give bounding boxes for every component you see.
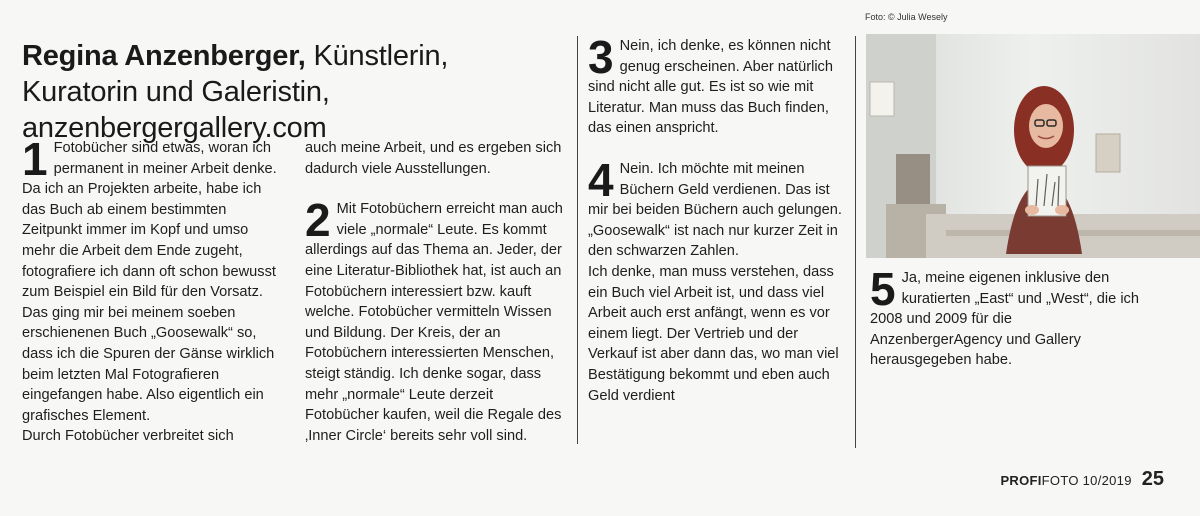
answer-4 bbox=[588, 153, 842, 262]
answer-1 bbox=[22, 133, 284, 426]
column-3 bbox=[588, 31, 842, 406]
magazine-brand bbox=[1000, 473, 1131, 488]
answer-4-paragraph-2: Ich denke, man muss verstehen, dass ein Buch viel Arbeit ist, und dass viel Arbeit auch erst anfängt, wenn es vor einem liegt. Der Vertrieb und der Verkauf ist aber dann das, wo man viel Bestätigung bekommt und eben auch Geld verdient bbox=[588, 263, 839, 404]
answer-5-text: Ja, meine eigenen inklusive den kuratierten „East“ und „West“, die ich 2008 und 2009 für die AnzenbergerAgency und Gallery herausgegeben habe. bbox=[870, 270, 1139, 369]
headline-name: Regina Anzenberger, bbox=[22, 40, 306, 72]
headline-rest: Künstlerin, Kuratorin und Galeristin, anzenbergergallery.com bbox=[22, 40, 449, 144]
page-footer bbox=[1000, 468, 1164, 491]
headline bbox=[22, 38, 562, 146]
answer-1-continued: auch meine Arbeit, und es ergeben sich dadurch viele Ausstellungen. bbox=[305, 140, 562, 177]
brand-profi: PROFI bbox=[1000, 473, 1042, 488]
answer-3 bbox=[588, 31, 842, 139]
column-rule bbox=[577, 36, 578, 444]
portrait-photo bbox=[866, 34, 1200, 258]
page-number: 25 bbox=[1141, 468, 1164, 490]
answer-1-paragraph-2: Durch Fotobücher verbreitet sich bbox=[22, 428, 234, 445]
answer-number-4: 4 bbox=[588, 153, 614, 206]
photo-credit: Foto: © Julia Wesely bbox=[865, 12, 948, 22]
answer-2-text: Mit Fotobüchern erreicht man auch viele „normale“ Leute. Es kommt allerdings auf das Thema an. Jeder, der eine Literatur-Bibliothek hat, ist auch an Fotobüchern interessiert bzw. kauft welche. Fotobücher vermitteln Wissen und Bildung. Der Kreis, der an Fotobüchern interessierten Menschen, steigt ständig. Ich denke sogar, dass mehr „normale“ Leute derzeit Fotobücher kaufen, weil die Regale des ‚Inner Circle‘ bereits sehr voll sind. bbox=[305, 201, 563, 444]
brand-issue: FOTO 10/2019 bbox=[1041, 473, 1132, 488]
answer-number-3: 3 bbox=[588, 31, 614, 83]
answer-number-1: 1 bbox=[22, 133, 48, 185]
column-4 bbox=[870, 263, 1140, 371]
answer-3-text: Nein, ich denke, es können nicht genug erscheinen. Aber natürlich sind nicht alle gut. Es ist so wie mit Literatur. Man muss das Buch finden, das einen anspricht. bbox=[588, 38, 833, 137]
answer-5 bbox=[870, 263, 1140, 371]
column-2 bbox=[305, 138, 567, 446]
answer-2 bbox=[305, 194, 567, 446]
column-1 bbox=[22, 133, 284, 447]
portrait-illustration bbox=[866, 34, 1200, 258]
answer-number-5: 5 bbox=[870, 263, 896, 315]
answer-1-text: Fotobücher sind etwas, woran ich permanent in meiner Arbeit denke. Da ich an Projekten arbeite, habe ich das Buch ab einem bestimmten Zeitpunkt immer im Kopf und umso mehr die Arbeit dem Ende zugeht, fotografiere ich dann oft schon bewusst zum Beispiel ein Bild für den Vorsatz. Das ging mir bei meinem soeben erschienenen Buch „Goosewalk“ so, dass ich die Spuren der Gänse wirklich beim letzten Mal Fotografieren eingefangen habe. Also eigentlich ein grafisches Element. bbox=[22, 140, 277, 424]
answer-4-text: Nein. Ich möchte mit meinen Büchern Geld verdienen. Das ist mir bei beiden Büchern auch gelungen. „Goosewalk“ ist nach nur kurzer Zeit in den schwarzen Zahlen. bbox=[588, 160, 842, 260]
column-rule bbox=[855, 36, 856, 448]
answer-number-2: 2 bbox=[305, 194, 331, 247]
